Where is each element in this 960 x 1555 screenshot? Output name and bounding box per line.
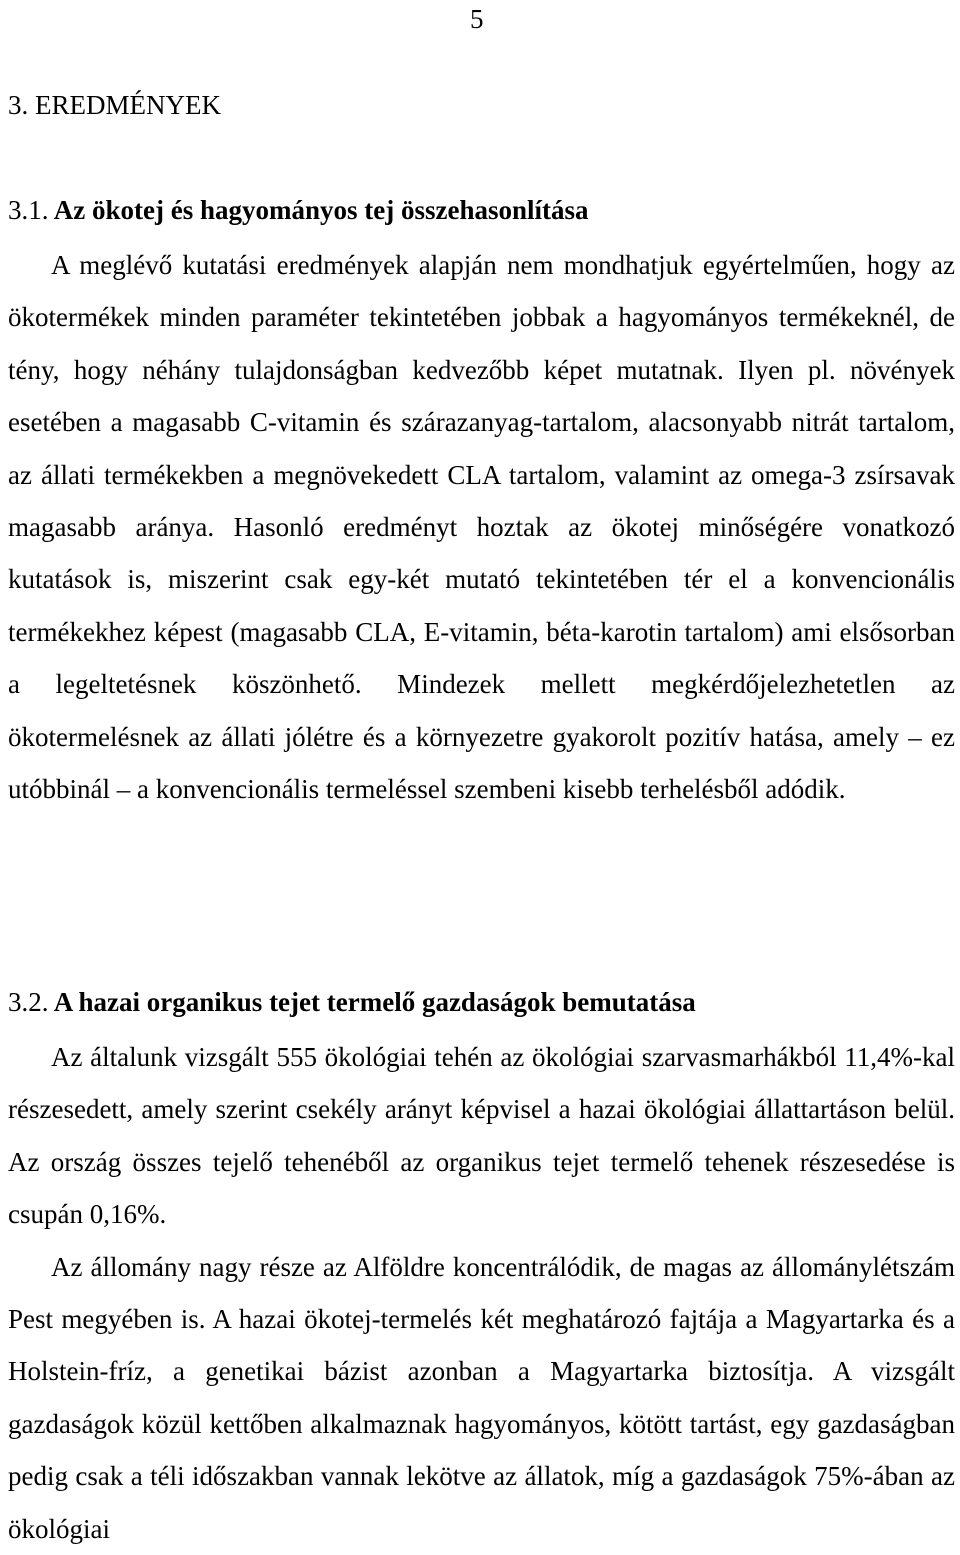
paragraph: Az általunk vizsgált 555 ökológiai tehén az ökológiai szarvasmarhákból 11,4%-kal részesedett, amely szerint csekély arányt képvisel a hazai ökológiai állattartáson belül. Az ország összes tejelő tehenéből az organikus tejet termelő tehenek részesedése is csupán 0,16%. [8, 1042, 955, 1230]
section-body-3-1 [8, 239, 955, 815]
paragraph: Az állomány nagy része az Alföldre koncentrálódik, de magas az állománylétszám Pest megyében is. A hazai ökotej-termelés két meghatározó fajtája a Magyartarka és a Holstein-fríz, a genetikai bázist azonban a Magyartarka biztosítja. A vizsgált gazdaságok közül kettőben alkalmaznak hagyományos, kötött tartást, egy gazdaságban pedig csak a téli időszakban vannak lekötve az állatok, míg a gazdaságok 75%-ában az ökológiai [8, 1251, 955, 1544]
section-heading-3-2 [8, 987, 696, 1017]
section-number: 3.1. [8, 195, 49, 225]
section-heading-3-1 [8, 195, 589, 225]
section-title: Az ökotej és hagyományos tej összehasonlítása [53, 195, 589, 225]
page-number: 5 [470, 4, 484, 34]
section-title: A hazai organikus tejet termelő gazdaságok bemutatása [53, 987, 696, 1017]
chapter-title: 3. EREDMÉNYEK [8, 90, 221, 120]
paragraph: A meglévő kutatási eredmények alapján nem mondhatjuk egyértelműen, hogy az ökotermékek minden paraméter tekintetében jobbak a hagyományos termékeknél, de tény, hogy néhány tulajdonságban kedvezőbb képet mutatnak. Ilyen pl. növények esetében a magasabb C-vitamin és szárazanyag-tartalom, alacsonyabb nitrát tartalom, az állati termékekben a megnövekedett CLA tartalom, valamint az omega-3 zsírsavak magasabb aránya. Hasonló eredményt hoztak az ökotej minőségére vonatkozó kutatások is, miszerint csak egy-két mutató tekintetében tér el a konvencionális termékekhez képest (magasabb CLA, E-vitamin, béta-karotin tartalom) ami elsősorban a legeltetésnek köszönhető. Mindezek mellett megkérdőjelezhetetlen az ökotermelésnek az állati jólétre és a környezetre gyakorolt pozitív hatása, amely – ez utóbbinál – a konvencionális termeléssel szembeni kisebb terhelésből adódik. [8, 250, 955, 805]
section-body-3-2 [8, 1031, 955, 1555]
section-number: 3.2. [8, 987, 49, 1017]
